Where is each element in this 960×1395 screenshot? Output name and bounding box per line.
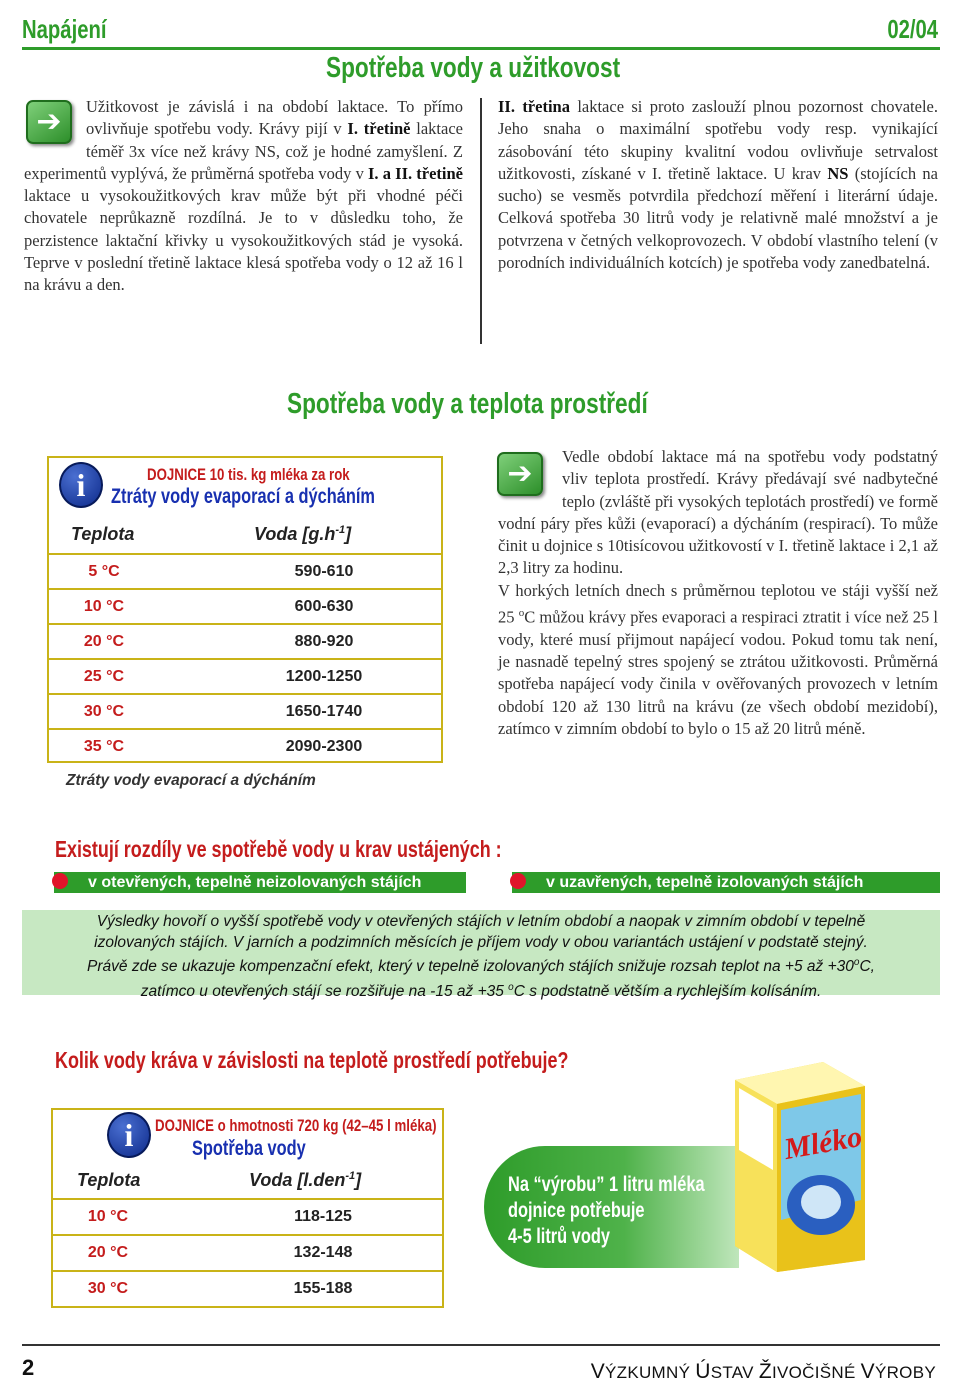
water-value-cell: 118-125 [294,1208,352,1225]
paragraph-temperature: Vedle období laktace má na spotřebu vody podstatný vliv teplota prostředí. Krávy předávají své nadbytečné teplo (zvláště při vysokých teplotách prostředí) ve formě vodní páry přes kůži (evaporací) a dýcháním (respirací). To může činit u dojnice s 10tisícovou užitkovostí v I. třetině laktace i 2,1 až 2,3 litry za hodinu. V horkých letních dnech s průměrnou teplotou ve stáji vyšší než 25 $^o$C můžou krávy přes evaporaci a respiraci ztratit i více než 25 l vody, které musí přijmout napájecí vodou. Pokud tomu tak není, je nasnadě tepelný stres spojený se ztrátou užitkovosti. Průměrná spotřeba napájecí vody činila v ověřovaných provozech v letním období 120 až 130 litrů na krávu (ze všech období mezidobí), zatímco v zimním období to bylo o 15 až 20 litrů méně. [498,447,939,739]
bar-open-stables: v otevřených, tepelně neizolovaných stájích [54,872,466,893]
milk-carton-icon [725,1050,873,1272]
table2-col-water: Voda [l.den$^{-1}$] [249,1170,362,1190]
water-value-cell: 155-188 [293,1280,353,1297]
footer-divider [22,1344,940,1346]
table2-col-temperature: Teplota [77,1170,141,1190]
section-title-water-temperature: Spotřeba vody a teplota prostředí [287,388,648,420]
bold-text: I. a II. třetině [368,163,464,183]
water-value-cell: 880-920 [294,632,354,650]
table-row [49,693,441,728]
water-value-cell: 1200-1250 [285,667,363,685]
arrow-right-icon: ➔ [497,452,543,496]
differences-title: Existují rozdíly ve spotřebě vody u krav ustájených : [55,836,502,862]
temperature-cell: 30 °C [83,702,125,720]
paragraph-yield-right [498,96,938,274]
water-value-cell: 600-630 [294,597,354,615]
table1-heading: Ztráty vody evaporací a dýcháním [111,485,376,508]
info-icon: i [59,462,103,508]
table1-footer: Ztráty vody evaporací a dýcháním [66,772,316,789]
table1-subtitle: DOJNICE 10 tis. kg mléka za rok [147,465,350,484]
table-row [49,728,441,763]
temperature-cell: 25 °C [83,667,125,685]
table1-col-water: Voda $[g.h^{-1}]$ [254,524,352,544]
question-title: Kolik vody kráva v závislosti na teplotě prostředí potřebuje? [55,1047,569,1073]
temperature-cell: 5 °C [88,562,120,580]
temperature-cell: 35 °C [83,737,125,755]
paragraph-yield-left [24,96,463,297]
table-evaporation-losses [47,456,443,763]
bar-closed-stables: v uzavřených, tepelně izolovaných stájích [512,872,940,893]
bullet-dot-icon [52,873,68,889]
table-row [49,658,441,693]
text-segment: laktace u vysokoužitkových krav může být při vhodné péči chovatele neprůkazně rozdílná. Je to v důsledku toho, že perzistence laktační křivky u vysokoužitkových stád je vysoká. Teprve v poslední třetině laktace klesá spotřeba vody o 12 až 16 l na krávu a den. [24,186,463,295]
text-segment: laktace si proto zaslouží plnou pozornost chovatele. Jeho snaha o maximální spotřebu vody resp. vynikající zásobování této skupiny kvalitní vodou ovlivňuje setrvalost užitkovosti, získané v I. třetině laktace. U krav [498,97,938,183]
table2-heading: Spotřeba vody [192,1137,306,1160]
bold-text: I. třetině [347,119,411,139]
table1-col-temperature: Teplota [71,524,135,544]
table-row [49,623,441,658]
temperature-cell: 30 °C [87,1280,129,1297]
results-box: Výsledky hovoří o vyšší spotřebě vody v otevřených stájích v letním období a naopak v zimním období v tepelně izolovaných stájích. V jarních a podzimních měsících je příjem vody v obou variantách ustájení v podstatě stejný. Právě zde se ukazuje kompenzační efekt, který v tepelně izolovaných stájích snižuje rozsah teplot na +5 až $+30^oC$, zatímco u otevřených stájí se rozšiřuje na -15 až +35 $^o$C s podstatně větším a rychlejším kolísáním. [22,910,940,995]
page-number: 2 [22,1355,35,1380]
header-divider [22,47,940,50]
temperature-cell: 20 °C [87,1244,129,1261]
text-segment: (stojících na sucho) se vesměs potvrdila předchozí měření i literární údaje. Celková spotřeba 30 litrů vody je relativně malé množství a je potvrzena v četných velkoprovozech. V období vlastního telení (v porodních individuálních kotcích) je spotřeba vody zanedbatelná. [498,163,938,273]
table2-subtitle: DOJNICE o hmotnosti 720 kg (42–45 l mléka) [155,1116,437,1135]
temperature-cell: 20 °C [83,632,125,650]
header-section-name: Napájení [22,14,107,44]
arrow-right-icon: ➔ [26,100,72,144]
table-row [49,553,441,588]
text-segment: Užitkovost je závislá i na období laktace. To přímo ovlivňuje spotřebu vody. Krávy pijí v [86,97,463,139]
table-row [53,1198,442,1234]
table-row [49,588,441,623]
temperature-cell: 10 °C [83,597,125,615]
table-row [53,1270,442,1306]
header-page-code: 02/04 [887,14,938,44]
carton-label: Mléko [781,1119,865,1167]
info-icon: i [107,1112,151,1158]
bullet-dot-icon [510,873,526,889]
water-value-cell: 1650-1740 [285,702,363,720]
water-value-cell: 132-148 [293,1244,353,1261]
temperature-cell: 10 °C [87,1208,129,1225]
water-value-cell: 590-610 [294,562,354,580]
promo-text: Na “výrobu” 1 litru mléka dojnice potřebuje 4-5 litrů vody [508,1173,705,1248]
table-water-consumption [51,1108,444,1308]
text-segment: laktace téměř 3x více než krávy NS, což je hodné zamyšlení. Z experimentů vyplývá, že průměrná spotřeba vody v [24,119,463,183]
section-title-water-yield: Spotřeba vody a užitkovost [326,52,621,84]
water-value-cell: 2090-2300 [285,737,363,755]
column-divider [480,98,482,344]
bold-text: II. třetina [498,97,570,116]
table-row [53,1234,442,1270]
institute-name: VÝZKUMNÝ ÚSTAV ŽIVOČIŠNÉ VÝROBY [590,1360,936,1383]
bold-text: NS [827,163,849,183]
